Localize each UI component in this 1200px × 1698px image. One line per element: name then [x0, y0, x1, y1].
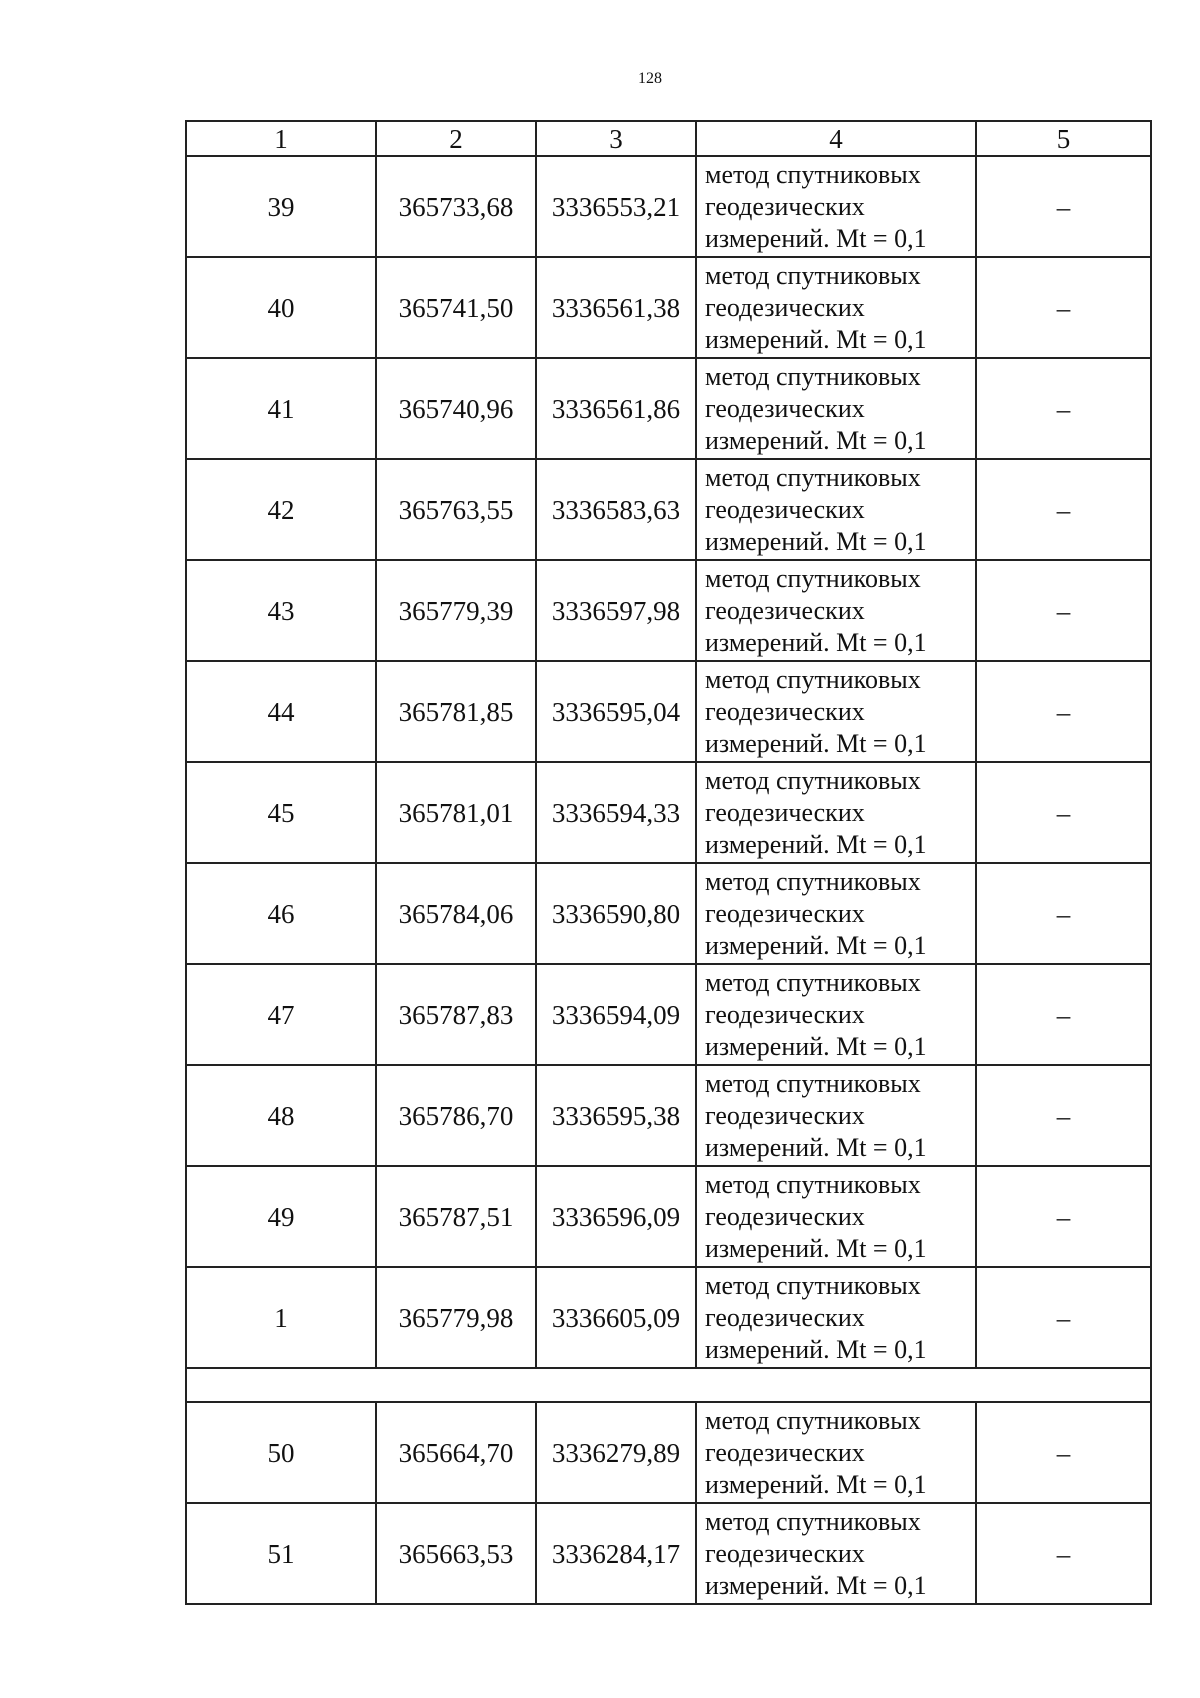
table-row [186, 1166, 1151, 1267]
method-line: геодезических [705, 898, 865, 928]
method-line: геодезических [705, 1100, 865, 1130]
column-header: 4 [696, 121, 976, 156]
method-line: метод спутниковых [705, 361, 921, 391]
method-line: геодезических [705, 595, 865, 625]
y-coordinate-cell: 3336594,33 [536, 762, 696, 863]
method-cell [696, 1503, 976, 1604]
method-line: измерений. Mt = 0,1 [705, 324, 927, 354]
table-row [186, 1503, 1151, 1604]
y-coordinate-cell: 3336553,21 [536, 156, 696, 257]
x-coordinate-cell: 365733,68 [376, 156, 536, 257]
point-number-cell: 44 [186, 661, 376, 762]
note-cell: – [976, 1503, 1151, 1604]
column-header: 1 [186, 121, 376, 156]
spacer-row [186, 1368, 1151, 1402]
method-line: геодезических [705, 1538, 865, 1568]
table-row [186, 863, 1151, 964]
method-cell [696, 863, 976, 964]
table-row [186, 156, 1151, 257]
method-line: измерений. Mt = 0,1 [705, 526, 927, 556]
method-line: геодезических [705, 191, 865, 221]
table-row [186, 661, 1151, 762]
method-line: метод спутниковых [705, 1506, 921, 1536]
page-number: 128 [638, 70, 662, 87]
x-coordinate-cell: 365781,01 [376, 762, 536, 863]
note-cell: – [976, 1402, 1151, 1503]
method-line: геодезических [705, 292, 865, 322]
table-row [186, 1402, 1151, 1503]
note-cell: – [976, 1065, 1151, 1166]
method-line: метод спутниковых [705, 1169, 921, 1199]
column-header: 2 [376, 121, 536, 156]
note-cell: – [976, 1267, 1151, 1368]
method-line: геодезических [705, 1437, 865, 1467]
method-cell [696, 156, 976, 257]
method-line: метод спутниковых [705, 462, 921, 492]
note-cell: – [976, 560, 1151, 661]
table-row [186, 762, 1151, 863]
method-line: геодезических [705, 494, 865, 524]
method-line: измерений. Mt = 0,1 [705, 728, 927, 758]
point-number-cell: 43 [186, 560, 376, 661]
method-line: метод спутниковых [705, 563, 921, 593]
y-coordinate-cell: 3336597,98 [536, 560, 696, 661]
method-line: метод спутниковых [705, 260, 921, 290]
x-coordinate-cell: 365786,70 [376, 1065, 536, 1166]
table-row [186, 560, 1151, 661]
method-line: метод спутниковых [705, 1068, 921, 1098]
note-cell: – [976, 459, 1151, 560]
table-row [186, 257, 1151, 358]
note-cell: – [976, 1166, 1151, 1267]
y-coordinate-cell: 3336284,17 [536, 1503, 696, 1604]
method-line: геодезических [705, 696, 865, 726]
point-number-cell: 48 [186, 1065, 376, 1166]
method-line: измерений. Mt = 0,1 [705, 1031, 927, 1061]
y-coordinate-cell: 3336279,89 [536, 1402, 696, 1503]
y-coordinate-cell: 3336595,04 [536, 661, 696, 762]
note-cell: – [976, 964, 1151, 1065]
y-coordinate-cell: 3336590,80 [536, 863, 696, 964]
x-coordinate-cell: 365779,98 [376, 1267, 536, 1368]
method-cell [696, 1166, 976, 1267]
point-number-cell: 49 [186, 1166, 376, 1267]
column-header: 5 [976, 121, 1151, 156]
y-coordinate-cell: 3336594,09 [536, 964, 696, 1065]
table-row [186, 964, 1151, 1065]
table-row [186, 459, 1151, 560]
x-coordinate-cell: 365781,85 [376, 661, 536, 762]
y-coordinate-cell: 3336595,38 [536, 1065, 696, 1166]
method-cell [696, 661, 976, 762]
method-line: метод спутниковых [705, 967, 921, 997]
method-cell [696, 560, 976, 661]
method-line: измерений. Mt = 0,1 [705, 1469, 927, 1499]
method-cell [696, 1267, 976, 1368]
point-number-cell: 47 [186, 964, 376, 1065]
method-line: измерений. Mt = 0,1 [705, 1334, 927, 1364]
method-line: измерений. Mt = 0,1 [705, 223, 927, 253]
method-line: геодезических [705, 1201, 865, 1231]
x-coordinate-cell: 365779,39 [376, 560, 536, 661]
point-number-cell: 45 [186, 762, 376, 863]
y-coordinate-cell: 3336605,09 [536, 1267, 696, 1368]
method-line: геодезических [705, 393, 865, 423]
point-number-cell: 50 [186, 1402, 376, 1503]
method-cell [696, 358, 976, 459]
method-line: измерений. Mt = 0,1 [705, 930, 927, 960]
table-row [186, 1267, 1151, 1368]
y-coordinate-cell: 3336561,38 [536, 257, 696, 358]
y-coordinate-cell: 3336583,63 [536, 459, 696, 560]
spacer-cell [186, 1368, 1151, 1402]
method-line: измерений. Mt = 0,1 [705, 1132, 927, 1162]
note-cell: – [976, 358, 1151, 459]
note-cell: – [976, 762, 1151, 863]
method-line: геодезических [705, 999, 865, 1029]
note-cell: – [976, 863, 1151, 964]
method-line: метод спутниковых [705, 159, 921, 189]
method-cell [696, 964, 976, 1065]
method-cell [696, 459, 976, 560]
x-coordinate-cell: 365787,83 [376, 964, 536, 1065]
y-coordinate-cell: 3336596,09 [536, 1166, 696, 1267]
method-cell [696, 1065, 976, 1166]
method-line: метод спутниковых [705, 866, 921, 896]
point-number-cell: 41 [186, 358, 376, 459]
x-coordinate-cell: 365784,06 [376, 863, 536, 964]
point-number-cell: 40 [186, 257, 376, 358]
method-cell [696, 762, 976, 863]
note-cell: – [976, 156, 1151, 257]
method-cell [696, 1402, 976, 1503]
method-line: метод спутниковых [705, 664, 921, 694]
method-line: измерений. Mt = 0,1 [705, 627, 927, 657]
note-cell: – [976, 661, 1151, 762]
x-coordinate-cell: 365663,53 [376, 1503, 536, 1604]
x-coordinate-cell: 365740,96 [376, 358, 536, 459]
column-header: 3 [536, 121, 696, 156]
x-coordinate-cell: 365763,55 [376, 459, 536, 560]
method-line: метод спутниковых [705, 1405, 921, 1435]
point-number-cell: 51 [186, 1503, 376, 1604]
x-coordinate-cell: 365787,51 [376, 1166, 536, 1267]
note-cell: – [976, 257, 1151, 358]
method-line: измерений. Mt = 0,1 [705, 829, 927, 859]
x-coordinate-cell: 365664,70 [376, 1402, 536, 1503]
point-number-cell: 1 [186, 1267, 376, 1368]
method-cell [696, 257, 976, 358]
coordinates-table [185, 120, 1152, 1605]
header-row [186, 121, 1151, 156]
x-coordinate-cell: 365741,50 [376, 257, 536, 358]
method-line: геодезических [705, 1302, 865, 1332]
point-number-cell: 39 [186, 156, 376, 257]
table-body [186, 121, 1151, 1604]
method-line: метод спутниковых [705, 765, 921, 795]
y-coordinate-cell: 3336561,86 [536, 358, 696, 459]
method-line: метод спутниковых [705, 1270, 921, 1300]
point-number-cell: 46 [186, 863, 376, 964]
method-line: измерений. Mt = 0,1 [705, 1570, 927, 1600]
method-line: геодезических [705, 797, 865, 827]
table-row [186, 1065, 1151, 1166]
method-line: измерений. Mt = 0,1 [705, 425, 927, 455]
table-row [186, 358, 1151, 459]
method-line: измерений. Mt = 0,1 [705, 1233, 927, 1263]
point-number-cell: 42 [186, 459, 376, 560]
